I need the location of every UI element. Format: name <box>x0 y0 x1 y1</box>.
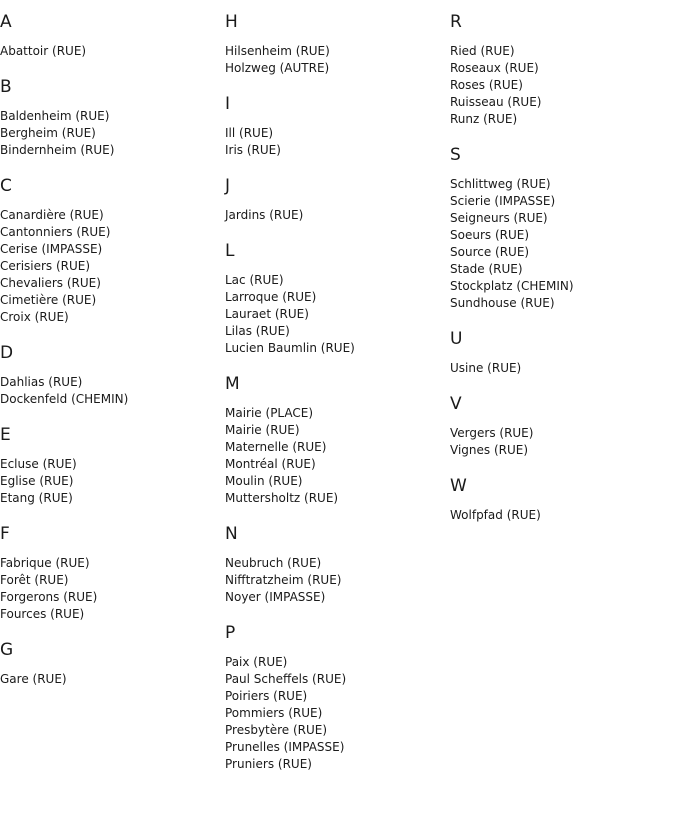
street-item: Mairie (PLACE) <box>225 406 314 420</box>
street-item: Mairie (RUE) <box>225 423 300 437</box>
street-item: Lucien Baumlin (RUE) <box>225 341 355 355</box>
street-list <box>225 272 445 357</box>
street-item: Fabrique (RUE) <box>0 556 90 570</box>
street-list <box>0 43 220 60</box>
street-item: Runz (RUE) <box>450 112 518 126</box>
letter-section-j <box>225 176 445 224</box>
street-item: Forgerons (RUE) <box>0 590 98 604</box>
street-item: Usine (RUE) <box>450 361 522 375</box>
street-item: Croix (RUE) <box>0 310 69 324</box>
street-item: Etang (RUE) <box>0 491 73 505</box>
street-item: Ecluse (RUE) <box>0 457 77 471</box>
street-item: Lilas (RUE) <box>225 324 290 338</box>
street-item: Ruisseau (RUE) <box>450 95 542 109</box>
street-item: Vignes (RUE) <box>450 443 529 457</box>
street-item: Lauraet (RUE) <box>225 307 309 321</box>
street-list <box>0 207 220 326</box>
street-item: Presbytère (RUE) <box>225 723 328 737</box>
street-item: Bergheim (RUE) <box>0 126 96 140</box>
letter-section-m <box>225 374 445 507</box>
street-item: Gare (RUE) <box>0 672 67 686</box>
street-item: Poiriers (RUE) <box>225 689 308 703</box>
street-item: Neubruch (RUE) <box>225 556 322 570</box>
street-item: Fources (RUE) <box>0 607 85 621</box>
section-letter-heading: A <box>0 12 12 32</box>
street-list <box>0 108 220 159</box>
street-item: Bindernheim (RUE) <box>0 143 115 157</box>
street-item: Moulin (RUE) <box>225 474 303 488</box>
section-letter-heading: G <box>0 640 14 660</box>
street-item: Montréal (RUE) <box>225 457 316 471</box>
street-list <box>450 425 670 459</box>
letter-section-i <box>225 94 445 159</box>
street-list <box>450 176 670 312</box>
index-column-2 <box>225 12 445 790</box>
street-list <box>0 456 220 507</box>
section-letter-heading: W <box>450 476 467 496</box>
street-item: Roseaux (RUE) <box>450 61 539 75</box>
letter-section-d <box>0 343 220 408</box>
street-item: Source (RUE) <box>450 245 530 259</box>
index-column-3 <box>450 12 670 541</box>
street-item: Hilsenheim (RUE) <box>225 44 330 58</box>
section-letter-heading: J <box>225 176 231 196</box>
street-list <box>225 43 445 77</box>
street-item: Forêt (RUE) <box>0 573 69 587</box>
street-list <box>225 125 445 159</box>
section-letter-heading: V <box>450 394 462 414</box>
street-item: Cantonniers (RUE) <box>0 225 111 239</box>
letter-section-p <box>225 623 445 773</box>
street-item: Dahlias (RUE) <box>0 375 83 389</box>
letter-section-s <box>450 145 670 312</box>
street-item: Cerisiers (RUE) <box>0 259 91 273</box>
street-item: Abattoir (RUE) <box>0 44 87 58</box>
street-item: Larroque (RUE) <box>225 290 317 304</box>
street-item: Stade (RUE) <box>450 262 523 276</box>
street-item: Noyer (IMPASSE) <box>225 590 326 604</box>
street-item: Chevaliers (RUE) <box>0 276 101 290</box>
street-item: Baldenheim (RUE) <box>0 109 110 123</box>
letter-section-v <box>450 394 670 459</box>
section-letter-heading: P <box>225 623 236 643</box>
street-item: Canardière (RUE) <box>0 208 104 222</box>
street-list <box>0 671 220 688</box>
letter-section-a <box>0 12 220 60</box>
street-item: Cimetière (RUE) <box>0 293 97 307</box>
section-letter-heading: N <box>225 524 238 544</box>
letter-section-f <box>0 524 220 623</box>
street-item: Ried (RUE) <box>450 44 515 58</box>
letter-section-b <box>0 77 220 159</box>
street-item: Paul Scheffels (RUE) <box>225 672 347 686</box>
street-list <box>225 207 445 224</box>
street-item: Iris (RUE) <box>225 143 281 157</box>
street-item: Eglise (RUE) <box>0 474 74 488</box>
street-list <box>450 507 670 524</box>
street-item: Seigneurs (RUE) <box>450 211 548 225</box>
street-list <box>0 374 220 408</box>
street-item: Jardins (RUE) <box>225 208 304 222</box>
section-letter-heading: C <box>0 176 12 196</box>
street-item: Dockenfeld (CHEMIN) <box>0 392 129 406</box>
letter-section-c <box>0 176 220 326</box>
index-column-1 <box>0 12 220 705</box>
section-letter-heading: B <box>0 77 12 97</box>
section-letter-heading: L <box>225 241 235 261</box>
street-item: Nifftratzheim (RUE) <box>225 573 342 587</box>
street-item: Scierie (IMPASSE) <box>450 194 556 208</box>
street-item: Schlittweg (RUE) <box>450 177 551 191</box>
section-letter-heading: E <box>0 425 11 445</box>
street-item: Holzweg (AUTRE) <box>225 61 330 75</box>
section-letter-heading: I <box>225 94 231 114</box>
street-item: Sundhouse (RUE) <box>450 296 555 310</box>
section-letter-heading: D <box>0 343 14 363</box>
street-item: Prunelles (IMPASSE) <box>225 740 345 754</box>
letter-section-n <box>225 524 445 606</box>
street-item: Maternelle (RUE) <box>225 440 327 454</box>
section-letter-heading: F <box>0 524 10 544</box>
letter-section-l <box>225 241 445 357</box>
letter-section-e <box>0 425 220 507</box>
street-item: Stockplatz (CHEMIN) <box>450 279 574 293</box>
street-item: Wolfpfad (RUE) <box>450 508 541 522</box>
street-item: Pruniers (RUE) <box>225 757 312 771</box>
letter-section-u <box>450 329 670 377</box>
section-letter-heading: U <box>450 329 463 349</box>
street-list <box>450 360 670 377</box>
street-item: Muttersholtz (RUE) <box>225 491 339 505</box>
section-letter-heading: M <box>225 374 240 394</box>
letter-section-g <box>0 640 220 688</box>
letter-section-h <box>225 12 445 77</box>
street-item: Pommiers (RUE) <box>225 706 323 720</box>
street-item: Ill (RUE) <box>225 126 274 140</box>
street-item: Paix (RUE) <box>225 655 288 669</box>
street-list <box>225 555 445 606</box>
street-item: Vergers (RUE) <box>450 426 534 440</box>
street-item: Soeurs (RUE) <box>450 228 530 242</box>
street-item: Cerise (IMPASSE) <box>0 242 103 256</box>
street-list <box>225 654 445 773</box>
street-item: Lac (RUE) <box>225 273 284 287</box>
street-item: Roses (RUE) <box>450 78 523 92</box>
letter-section-r <box>450 12 670 128</box>
section-letter-heading: H <box>225 12 238 32</box>
letter-section-w <box>450 476 670 524</box>
street-list <box>450 43 670 128</box>
street-list <box>225 405 445 507</box>
section-letter-heading: R <box>450 12 462 32</box>
section-letter-heading: S <box>450 145 461 165</box>
street-list <box>0 555 220 623</box>
